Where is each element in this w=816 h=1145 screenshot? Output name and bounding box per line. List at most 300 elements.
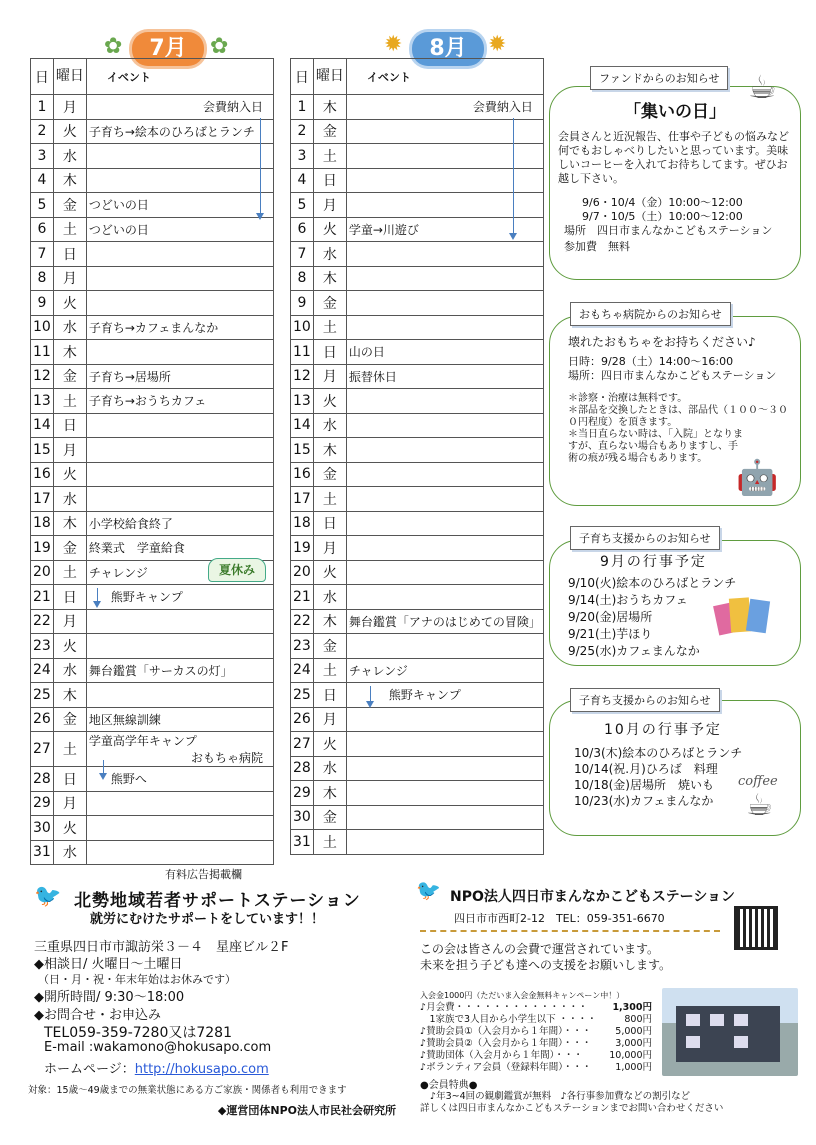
inquiry-text: 詳しくは四日市まんなかこどもステーションまでお問い合わせください bbox=[420, 1103, 724, 1114]
event-cell bbox=[346, 511, 543, 536]
toy-note-3: ＊当日直らない時は、「入院」となりますが、直らない場合もありますし、手術の痕が残る場合もあります。 bbox=[568, 429, 743, 464]
toy-note-2: ＊部品を交換したときは、部品代（１００～３００円程度）を頂きます。 bbox=[568, 405, 788, 428]
event-cell bbox=[346, 266, 543, 291]
day-cell: 17 bbox=[31, 487, 54, 512]
day-cell: 3 bbox=[31, 144, 54, 169]
july-badge: 7月 bbox=[132, 32, 204, 66]
day-cell: 21 bbox=[31, 585, 54, 610]
event-cell bbox=[346, 291, 543, 316]
day-cell: 11 bbox=[291, 340, 314, 365]
calendar-row bbox=[31, 511, 274, 536]
calendar-row bbox=[291, 119, 544, 144]
day-cell: 1 bbox=[291, 95, 314, 120]
calendar-row bbox=[31, 364, 274, 389]
calendar-row bbox=[291, 732, 544, 757]
calendar-row bbox=[291, 658, 544, 683]
weekday-cell: 火 bbox=[53, 119, 86, 144]
day-cell: 27 bbox=[291, 732, 314, 757]
day-cell: 29 bbox=[291, 781, 314, 806]
fee-row bbox=[420, 1038, 652, 1050]
calendar-row bbox=[31, 266, 274, 291]
calendar-row bbox=[31, 536, 274, 561]
calendar-header: 日 曜日 イベント bbox=[291, 59, 544, 95]
event-cell bbox=[86, 732, 273, 767]
weekday-cell: 日 bbox=[313, 683, 346, 708]
duration-arrow-icon bbox=[513, 118, 514, 234]
day-cell: 5 bbox=[31, 193, 54, 218]
ad-address: 三重県四日市市諏訪栄３－４ 星座ビル２F bbox=[34, 940, 289, 955]
event-cell bbox=[346, 536, 543, 561]
event-text: 終業式 学童給食 bbox=[88, 541, 185, 556]
calendar-row bbox=[31, 144, 274, 169]
calendar-row bbox=[31, 816, 274, 841]
event-cell bbox=[86, 413, 273, 438]
event-list-item: 10/14(祝.月)ひろば 料理 bbox=[574, 762, 718, 776]
day-cell: 10 bbox=[291, 315, 314, 340]
weekday-cell: 金 bbox=[53, 193, 86, 218]
weekday-cell: 火 bbox=[313, 217, 346, 242]
calendar-row bbox=[31, 340, 274, 365]
day-cell: 8 bbox=[291, 266, 314, 291]
ad-tel: TEL059-359-7280又は7281 bbox=[44, 1025, 233, 1041]
event-cell bbox=[86, 389, 273, 414]
weekday-cell: 水 bbox=[313, 242, 346, 267]
day-cell: 6 bbox=[291, 217, 314, 242]
event-text-right: 会費納入日 bbox=[472, 100, 533, 115]
duration-arrow-icon bbox=[260, 118, 261, 214]
fee-value: 1,000円 bbox=[615, 1062, 652, 1073]
calendar-row bbox=[291, 340, 544, 365]
ad-hours: ◆開所時間/ 9:30～18:00 bbox=[34, 990, 185, 1005]
event-cell bbox=[346, 95, 543, 120]
calendar-row bbox=[31, 767, 274, 792]
weekday-cell: 水 bbox=[53, 144, 86, 169]
fee-name: 1家族で3人目から小学生以下 ・・・・ bbox=[420, 1014, 597, 1025]
day-cell: 1 bbox=[31, 95, 54, 120]
weekday-cell: 金 bbox=[53, 364, 86, 389]
calendar-row bbox=[291, 805, 544, 830]
weekday-cell: 水 bbox=[313, 756, 346, 781]
fee-name: ♪ボランティア会員（登録料年間）・・・ bbox=[420, 1062, 592, 1073]
calendar-row bbox=[291, 389, 544, 414]
day-cell: 17 bbox=[291, 487, 314, 512]
event-cell bbox=[86, 609, 273, 634]
weekday-cell: 火 bbox=[53, 462, 86, 487]
event-cell bbox=[346, 315, 543, 340]
weekday-cell: 月 bbox=[53, 438, 86, 463]
day-cell: 30 bbox=[291, 805, 314, 830]
calendar-row bbox=[31, 634, 274, 659]
weekday-cell: 土 bbox=[53, 560, 86, 585]
fee-value: 3,000円 bbox=[615, 1038, 652, 1049]
ad-web-link[interactable]: http://hokusapo.com bbox=[134, 1062, 269, 1077]
ad-email: E-mail :wakamono@hokusapo.com bbox=[44, 1040, 272, 1055]
event-list-item: 9/21(土)芋ほり bbox=[568, 627, 653, 641]
calendar-row bbox=[31, 707, 274, 732]
coffee-cup-icon: ☕ bbox=[746, 788, 773, 823]
toy-note-1: ＊診察・治療は無料です。 bbox=[568, 393, 688, 404]
toy-date: 日時：9/28（土）14:00～16:00 bbox=[568, 355, 734, 368]
calendar-row bbox=[31, 438, 274, 463]
day-cell: 24 bbox=[31, 658, 54, 683]
event-cell bbox=[346, 340, 543, 365]
fee-value: 10,000円 bbox=[609, 1050, 652, 1061]
calendar-row bbox=[31, 168, 274, 193]
day-cell: 25 bbox=[31, 683, 54, 708]
fee-row bbox=[420, 1026, 652, 1038]
ad-web-row bbox=[44, 1058, 269, 1077]
calendar-row bbox=[291, 438, 544, 463]
fee-list bbox=[420, 1002, 652, 1074]
weekday-cell: 金 bbox=[313, 119, 346, 144]
event-cell bbox=[86, 119, 273, 144]
event-cell bbox=[346, 242, 543, 267]
day-cell: 14 bbox=[31, 413, 54, 438]
weekday-cell: 土 bbox=[53, 389, 86, 414]
day-cell: 9 bbox=[31, 291, 54, 316]
summer-vacation-badge: 夏休み bbox=[208, 558, 266, 582]
weekday-cell: 日 bbox=[313, 340, 346, 365]
calendar-row bbox=[31, 315, 274, 340]
calendar-row bbox=[291, 413, 544, 438]
calendar-row bbox=[31, 242, 274, 267]
event-cell bbox=[86, 266, 273, 291]
event-cell bbox=[86, 707, 273, 732]
npo-message-2: 未来を担う子ども達への支援をお願いします。 bbox=[420, 958, 672, 972]
october-tag: 子育ち支援からのお知らせ bbox=[570, 688, 720, 712]
bird-icon: 🐦 bbox=[34, 884, 62, 909]
weekday-cell: 木 bbox=[313, 438, 346, 463]
weekday-cell: 日 bbox=[53, 242, 86, 267]
perk-heading: ●会員特典● bbox=[420, 1080, 478, 1091]
weekday-cell: 金 bbox=[313, 805, 346, 830]
weekday-cell: 火 bbox=[313, 732, 346, 757]
event-list-item: 9/14(土)おうちカフェ bbox=[568, 593, 688, 607]
weekday-cell: 木 bbox=[53, 168, 86, 193]
weekday-cell: 金 bbox=[313, 634, 346, 659]
calendar-row bbox=[291, 95, 544, 120]
weekday-cell: 金 bbox=[53, 707, 86, 732]
day-cell: 18 bbox=[291, 511, 314, 536]
weekday-cell: 木 bbox=[53, 511, 86, 536]
event-cell bbox=[346, 805, 543, 830]
calendar-row bbox=[31, 609, 274, 634]
toy-title: 壊れたおもちゃをお持ちください♪ bbox=[568, 335, 756, 349]
qr-code bbox=[734, 906, 778, 950]
calendar-row bbox=[31, 217, 274, 242]
fee-row bbox=[420, 1002, 652, 1014]
fund-title: 「集いの日」 bbox=[624, 102, 726, 122]
day-cell: 31 bbox=[31, 840, 54, 865]
day-cell: 24 bbox=[291, 658, 314, 683]
day-cell: 7 bbox=[31, 242, 54, 267]
robot-icon: 🤖 bbox=[736, 458, 779, 498]
calendar-row bbox=[291, 193, 544, 218]
event-text: チャレンジ bbox=[88, 565, 148, 580]
sunflower-icon: ✹ bbox=[488, 32, 507, 57]
event-cell bbox=[86, 242, 273, 267]
calendar-row bbox=[31, 413, 274, 438]
event-cell bbox=[346, 364, 543, 389]
event-cell bbox=[86, 511, 273, 536]
calendar-row bbox=[291, 487, 544, 512]
weekday-cell: 水 bbox=[53, 658, 86, 683]
day-cell: 19 bbox=[291, 536, 314, 561]
day-cell: 15 bbox=[31, 438, 54, 463]
event-cell bbox=[346, 560, 543, 585]
event-text: 熊野キャンプ bbox=[110, 590, 183, 605]
event-list-item: 9/10(火)絵本のひろばとランチ bbox=[568, 576, 737, 590]
event-list-item: 9/25(水)カフェまんなか bbox=[568, 644, 700, 658]
day-cell: 3 bbox=[291, 144, 314, 169]
leaf-decoration-icon: ✿ bbox=[210, 34, 229, 59]
event-cell bbox=[346, 732, 543, 757]
weekday-cell: 月 bbox=[313, 364, 346, 389]
calendar-row bbox=[291, 781, 544, 806]
day-cell: 6 bbox=[31, 217, 54, 242]
weekday-cell: 土 bbox=[53, 732, 86, 767]
duration-arrow-icon bbox=[103, 760, 104, 774]
weekday-cell: 木 bbox=[313, 609, 346, 634]
event-cell bbox=[86, 634, 273, 659]
day-cell: 2 bbox=[291, 119, 314, 144]
npo-section bbox=[416, 878, 806, 1124]
day-cell: 15 bbox=[291, 438, 314, 463]
perk-text: ♪年3~4回の観劇鑑賞が無料 ♪各行事参加費などの割引など bbox=[430, 1091, 691, 1102]
weekday-cell: 土 bbox=[53, 217, 86, 242]
event-text: 子育ち→おうちカフェ bbox=[88, 394, 207, 409]
ad-subtitle: 就労にむけたサポートをしています！！ bbox=[90, 912, 325, 927]
event-cell bbox=[346, 585, 543, 610]
weekday-cell: 日 bbox=[53, 413, 86, 438]
fund-notice-box bbox=[549, 86, 801, 280]
ad-web-label: ホームページ： bbox=[44, 1062, 135, 1077]
september-title: 9月の行事予定 bbox=[600, 554, 707, 570]
day-cell: 8 bbox=[31, 266, 54, 291]
leaf-decoration-icon: ✿ bbox=[104, 34, 123, 59]
weekday-cell: 火 bbox=[313, 560, 346, 585]
event-list-item: 9/20(金)居場所 bbox=[568, 610, 653, 624]
weekday-cell: 土 bbox=[313, 315, 346, 340]
event-text: 小学校給食終了 bbox=[88, 516, 173, 531]
event-cell bbox=[346, 830, 543, 855]
ad-target: 対象：15歳～49歳までの無業状態にある方ご家族・関係者も利用できます bbox=[28, 1085, 347, 1096]
calendar-row bbox=[291, 536, 544, 561]
day-cell: 23 bbox=[31, 634, 54, 659]
event-cell bbox=[346, 462, 543, 487]
sunflower-icon: ✹ bbox=[384, 32, 403, 57]
weekday-cell: 土 bbox=[313, 487, 346, 512]
weekday-cell: 日 bbox=[53, 767, 86, 792]
calendar-row bbox=[31, 840, 274, 865]
fee-row bbox=[420, 1050, 652, 1062]
event-text: 学童→川遊び bbox=[348, 222, 419, 237]
weekday-cell: 土 bbox=[313, 658, 346, 683]
day-cell: 13 bbox=[31, 389, 54, 414]
event-text: つどいの日 bbox=[88, 222, 149, 237]
day-cell: 14 bbox=[291, 413, 314, 438]
event-text: 子育ち→カフェまんなか bbox=[88, 320, 219, 335]
day-cell: 28 bbox=[31, 767, 54, 792]
calendar-row bbox=[291, 585, 544, 610]
event-cell bbox=[86, 193, 273, 218]
event-text: 熊野キャンプ bbox=[388, 688, 461, 703]
event-cell bbox=[346, 389, 543, 414]
weekday-cell: 水 bbox=[53, 840, 86, 865]
day-cell: 21 bbox=[291, 585, 314, 610]
building-photo bbox=[662, 988, 798, 1076]
calendar-row bbox=[31, 658, 274, 683]
divider bbox=[420, 930, 720, 932]
fee-name: ♪賛助団体（入会月から１年間）・・・ bbox=[420, 1050, 583, 1061]
calendar-row bbox=[291, 511, 544, 536]
event-cell bbox=[86, 683, 273, 708]
weekday-cell: 木 bbox=[53, 340, 86, 365]
fund-date-1: 9/6・10/4（金）10:00～12:00 bbox=[582, 196, 743, 209]
calendar-row bbox=[291, 168, 544, 193]
weekday-cell: 木 bbox=[53, 683, 86, 708]
weekday-cell: 木 bbox=[313, 266, 346, 291]
duration-arrow-icon bbox=[97, 588, 98, 602]
calendar-row bbox=[291, 291, 544, 316]
weekday-cell: 月 bbox=[53, 791, 86, 816]
books-icon bbox=[716, 596, 780, 636]
event-cell bbox=[346, 609, 543, 634]
event-text: 学童高学年キャンプ bbox=[88, 734, 197, 748]
day-cell: 19 bbox=[31, 536, 54, 561]
event-cell bbox=[346, 707, 543, 732]
day-cell: 7 bbox=[291, 242, 314, 267]
day-cell: 26 bbox=[31, 707, 54, 732]
calendar-row bbox=[291, 462, 544, 487]
event-cell bbox=[86, 168, 273, 193]
event-cell bbox=[346, 658, 543, 683]
weekday-cell: 土 bbox=[313, 144, 346, 169]
toy-tag: おもちゃ病院からのお知らせ bbox=[570, 302, 731, 326]
weekday-cell: 金 bbox=[53, 536, 86, 561]
event-text: つどいの日 bbox=[88, 198, 149, 213]
fee-row bbox=[420, 1062, 652, 1074]
event-cell bbox=[346, 634, 543, 659]
event-cell bbox=[86, 658, 273, 683]
calendar-row bbox=[291, 830, 544, 855]
calendar-row bbox=[31, 389, 274, 414]
event-cell bbox=[346, 413, 543, 438]
weekday-cell: 日 bbox=[313, 168, 346, 193]
event-cell bbox=[346, 683, 543, 708]
weekday-cell: 金 bbox=[313, 462, 346, 487]
calendar-row bbox=[291, 634, 544, 659]
coffee-label: coffee bbox=[738, 774, 778, 789]
event-text-right: 会費納入日 bbox=[202, 100, 263, 115]
calendar-row bbox=[31, 95, 274, 120]
calendar-row bbox=[291, 217, 544, 242]
weekday-cell: 木 bbox=[313, 781, 346, 806]
event-cell bbox=[86, 217, 273, 242]
weekday-cell: 火 bbox=[53, 634, 86, 659]
calendar-row bbox=[291, 315, 544, 340]
calendar-row bbox=[31, 193, 274, 218]
day-cell: 2 bbox=[31, 119, 54, 144]
event-list-item: 10/18(金)居場所 焼いも bbox=[574, 778, 714, 792]
day-cell: 20 bbox=[291, 560, 314, 585]
day-cell: 12 bbox=[291, 364, 314, 389]
event-list-item: 10/23(水)カフェまんなか bbox=[574, 794, 714, 808]
calendar-row bbox=[31, 291, 274, 316]
fee-heading: 入会金1000円（ただいま入会金無料キャンペーン中！） bbox=[420, 991, 625, 1000]
day-cell: 16 bbox=[291, 462, 314, 487]
ad-contact: ◆お問合せ・お申込み bbox=[34, 1008, 161, 1023]
event-text: 地区無線訓練 bbox=[88, 712, 161, 727]
event-text: チャレンジ bbox=[348, 663, 408, 678]
day-cell: 27 bbox=[31, 732, 54, 767]
event-text: 舞台鑑賞「サーカスの灯」 bbox=[88, 663, 233, 678]
day-cell: 30 bbox=[31, 816, 54, 841]
bird-icon: 🐦 bbox=[416, 878, 441, 902]
event-cell bbox=[86, 95, 273, 120]
day-cell: 16 bbox=[31, 462, 54, 487]
calendar-row bbox=[291, 144, 544, 169]
weekday-cell: 月 bbox=[53, 95, 86, 120]
npo-title: NPO法人四日市まんなかこどもステーション bbox=[450, 889, 736, 905]
weekday-cell: 土 bbox=[313, 830, 346, 855]
ad-operator: ◆運営団体NPO法人市民社会研究所 bbox=[217, 1104, 396, 1117]
day-cell: 9 bbox=[291, 291, 314, 316]
fee-value: 800円 bbox=[624, 1014, 652, 1025]
calendar-header: 日 曜日 イベント bbox=[31, 59, 274, 95]
coffee-cup-icon: ☕ bbox=[748, 68, 777, 106]
event-list-item: 10/3(木)絵本のひろばとランチ bbox=[574, 746, 743, 760]
day-cell: 13 bbox=[291, 389, 314, 414]
day-cell: 28 bbox=[291, 756, 314, 781]
event-cell bbox=[86, 840, 273, 865]
fee-name: ♪賛助会員②（入会月から１年間）・・・ bbox=[420, 1038, 592, 1049]
day-cell: 26 bbox=[291, 707, 314, 732]
calendar-row bbox=[31, 462, 274, 487]
weekday-cell: 月 bbox=[313, 193, 346, 218]
day-cell: 23 bbox=[291, 634, 314, 659]
weekday-cell: 月 bbox=[313, 536, 346, 561]
weekday-cell: 水 bbox=[53, 315, 86, 340]
weekday-cell: 水 bbox=[53, 487, 86, 512]
calendar-row bbox=[31, 683, 274, 708]
calendar-row bbox=[31, 732, 274, 767]
ad-consult-days: ◆相談日/ 火曜日～土曜日 bbox=[34, 957, 183, 972]
event-cell bbox=[86, 462, 273, 487]
calendar-row bbox=[291, 683, 544, 708]
ad-closed-days: （日・月・祝・年末年始はお休みです） bbox=[38, 973, 236, 986]
event-cell bbox=[86, 585, 273, 610]
event-cell bbox=[346, 438, 543, 463]
event-cell bbox=[86, 791, 273, 816]
weekday-cell: 水 bbox=[313, 413, 346, 438]
calendar-row bbox=[291, 364, 544, 389]
ad-title: 北勢地域若者サポートステーション bbox=[74, 891, 361, 911]
fee-name: ♪賛助会員①（入会月から１年間）・・・ bbox=[420, 1026, 592, 1037]
event-text: 熊野へ bbox=[110, 772, 147, 787]
day-cell: 18 bbox=[31, 511, 54, 536]
calendar-row bbox=[291, 266, 544, 291]
calendar-row bbox=[31, 487, 274, 512]
day-cell: 12 bbox=[31, 364, 54, 389]
npo-address: 四日市市西町2-12 TEL：059-351-6670 bbox=[454, 912, 665, 925]
day-cell: 22 bbox=[31, 609, 54, 634]
toy-place: 場所：四日市まんなかこどもステーション bbox=[568, 369, 777, 382]
calendar-row bbox=[291, 707, 544, 732]
event-cell bbox=[86, 340, 273, 365]
weekday-cell: 月 bbox=[53, 266, 86, 291]
september-tag: 子育ち支援からのお知らせ bbox=[570, 526, 720, 550]
